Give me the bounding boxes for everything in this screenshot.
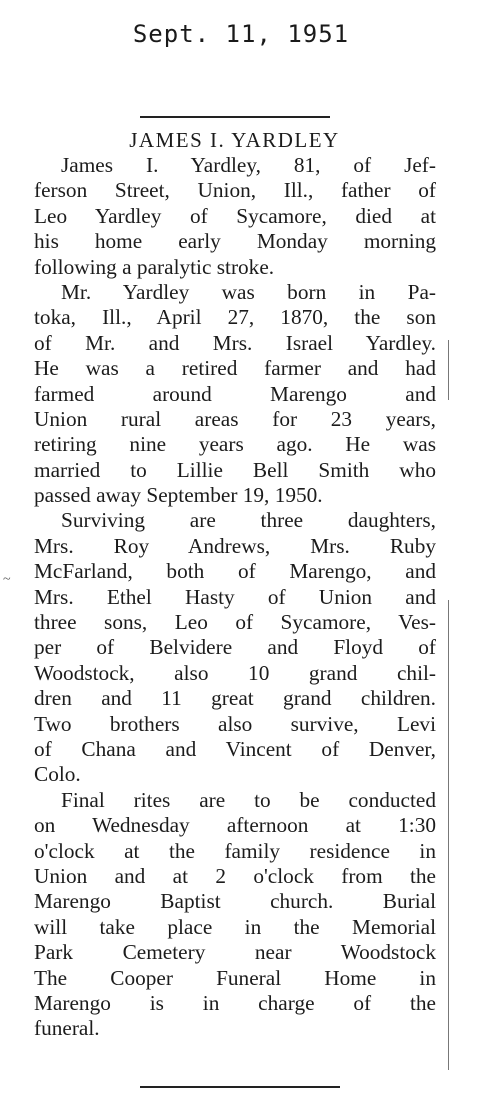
- article-line: three sons, Leo of Sycamore, Ves-: [34, 610, 436, 635]
- article-line: He was a retired farmer and had: [34, 356, 436, 381]
- clipping-edge-line: [448, 600, 449, 1070]
- article-line: Leo Yardley of Sycamore, died at: [34, 203, 436, 228]
- article-line: passed away September 19, 1950.: [34, 483, 323, 508]
- article-line: Surviving are three daughters,: [61, 508, 436, 533]
- article-line: Union and at 2 o'clock from the: [34, 863, 436, 888]
- top-divider: [140, 116, 330, 118]
- article-line: Marengo is in charge of the: [34, 990, 436, 1015]
- article-line: retiring nine years ago. He was: [34, 432, 436, 457]
- article-line: farmed around Marengo and: [34, 381, 436, 406]
- article-line: Marengo Baptist church. Burial: [34, 889, 436, 914]
- article-line: dren and 11 great grand children.: [34, 686, 436, 711]
- article-line: following a paralytic stroke.: [34, 254, 275, 279]
- article-line: Union rural areas for 23 years,: [34, 406, 436, 431]
- article-line: Mrs. Roy Andrews, Mrs. Ruby: [34, 533, 436, 558]
- clipping-edge-line: [448, 340, 449, 400]
- article-line: toka, Ill., April 27, 1870, the son: [34, 305, 436, 330]
- article-line: Park Cemetery near Woodstock: [34, 940, 436, 965]
- article-line: of Mr. and Mrs. Israel Yardley.: [34, 330, 436, 355]
- article-line: The Cooper Funeral Home in: [34, 965, 436, 990]
- article-line: per of Belvidere and Floyd of: [34, 635, 436, 660]
- article-line: married to Lillie Bell Smith who: [34, 457, 436, 482]
- article-line: will take place in the Memorial: [34, 914, 436, 939]
- article-line: Woodstock, also 10 grand chil-: [34, 660, 436, 685]
- article-line: Mr. Yardley was born in Pa-: [61, 279, 436, 304]
- article-line: funeral.: [34, 1016, 100, 1041]
- obituary-body: [34, 153, 436, 1042]
- article-line: Final rites are to be conducted: [61, 787, 436, 812]
- article-line: Two brothers also survive, Levi: [34, 711, 436, 736]
- article-line: on Wednesday afternoon at 1:30: [34, 813, 436, 838]
- margin-mark: ~: [3, 572, 11, 587]
- article-line: James I. Yardley, 81, of Jef-: [61, 153, 436, 177]
- clipping-date: Sept. 11, 1951: [132, 20, 350, 48]
- article-line: ferson Street, Union, Ill., father of: [34, 178, 436, 203]
- article-line: Mrs. Ethel Hasty of Union and: [34, 584, 436, 609]
- obituary-headline: JAMES I. YARDLEY: [129, 128, 340, 152]
- article-line: his home early Monday morning: [34, 229, 436, 254]
- article-line: o'clock at the family residence in: [34, 838, 436, 863]
- article-line: Colo.: [34, 762, 81, 787]
- article-line: of Chana and Vincent of Denver,: [34, 736, 436, 761]
- article-line: McFarland, both of Marengo, and: [34, 559, 436, 584]
- bottom-divider: [140, 1086, 340, 1088]
